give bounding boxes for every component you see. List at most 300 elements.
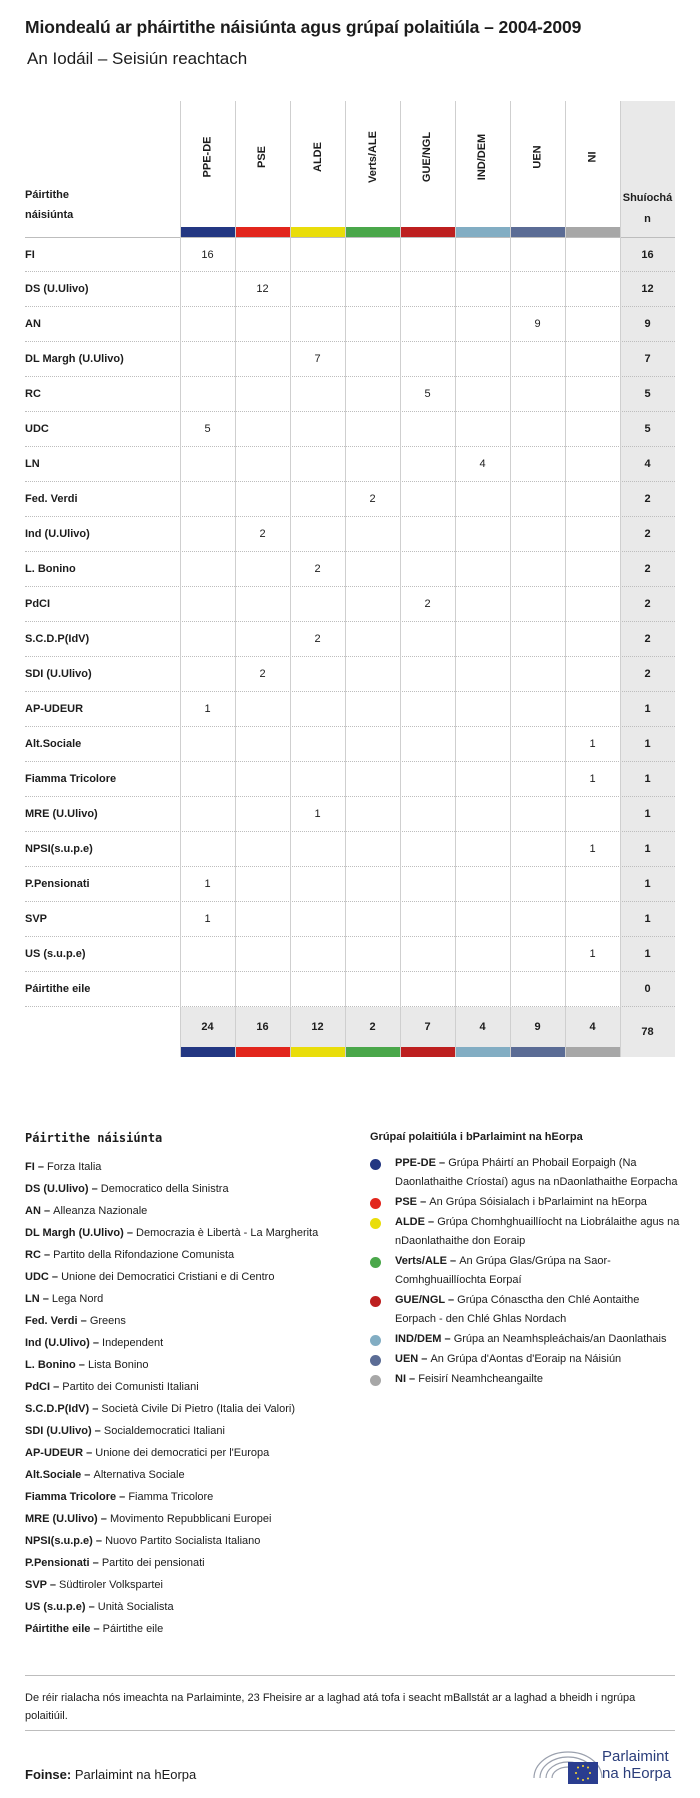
- party-full-name: Alleanza Nazionale: [53, 1205, 148, 1217]
- seat-cell: [345, 342, 400, 377]
- seat-cell: [455, 762, 510, 797]
- seat-cell: [290, 587, 345, 622]
- seat-cell: [510, 832, 565, 867]
- party-legend-item: [25, 1354, 365, 1376]
- legend-separator: –: [50, 1381, 63, 1393]
- seat-cell: [290, 307, 345, 342]
- party-full-name: Forza Italia: [47, 1161, 102, 1173]
- seat-cell: 1: [589, 948, 596, 960]
- seat-cell: [510, 377, 565, 412]
- seat-cell: [400, 517, 455, 552]
- party-name: DL Margh (U.Ulivo): [25, 353, 124, 365]
- seat-cell: [180, 272, 235, 307]
- seat-cell: 1: [589, 773, 596, 785]
- seat-cell: 5: [204, 423, 211, 435]
- party-legend-item: [25, 1200, 365, 1222]
- table-row: [25, 482, 675, 517]
- group-description: Grúpa an Neamhspleáchais/an Daonlathais: [453, 1333, 667, 1345]
- seat-cell: [345, 238, 400, 273]
- legend-separator: –: [39, 1293, 52, 1305]
- seat-cell: [400, 692, 455, 727]
- seat-cell: [235, 762, 290, 797]
- row-total: 1: [644, 738, 651, 750]
- seat-cell: [400, 937, 455, 972]
- seat-cell: [235, 377, 290, 412]
- group-color-bar: [510, 1047, 565, 1057]
- seat-cell: [290, 692, 345, 727]
- column-divider: [345, 101, 346, 1057]
- group-description: An Grúpa Glas/Grúpa na Saor-Comhghuaillíochta Eorpaí: [395, 1255, 611, 1286]
- seat-cell: [345, 377, 400, 412]
- group-abbr: NI: [395, 1373, 406, 1385]
- column-divider: [290, 101, 291, 1057]
- group-legend-item: [370, 1330, 680, 1349]
- seat-cell: [400, 832, 455, 867]
- party-full-name: Unità Socialista: [97, 1601, 174, 1613]
- seat-cell: [345, 412, 400, 447]
- legend-separator: –: [446, 1255, 460, 1267]
- group-legend-item: [370, 1213, 680, 1251]
- seat-cell: [510, 447, 565, 482]
- table-row: [25, 867, 675, 902]
- seat-cell: [290, 902, 345, 937]
- party-full-name: Unione dei Democratici Cristiani e di Centro: [61, 1271, 275, 1283]
- group-color-bar: [565, 1047, 620, 1057]
- party-name: DS (U.Ulivo): [25, 283, 89, 295]
- table-row: [25, 587, 675, 622]
- group-color-dot-icon: [370, 1335, 381, 1346]
- group-color-bar: [180, 1047, 235, 1057]
- party-legend-item: [25, 1178, 365, 1200]
- seat-cell: [235, 447, 290, 482]
- party-full-name: Democrazia è Libertà - La Margherita: [136, 1227, 319, 1239]
- table-row: [25, 762, 675, 797]
- column-divider: [400, 101, 401, 1057]
- row-total: 1: [644, 843, 651, 855]
- groups-legend-list: [370, 1154, 680, 1389]
- group-color-bar: [455, 227, 510, 237]
- seat-cell: [235, 238, 290, 273]
- legend-separator: –: [89, 1337, 103, 1349]
- group-abbr: GUE/NGL: [395, 1294, 445, 1306]
- group-header: [510, 109, 565, 205]
- seat-cell: [400, 238, 455, 273]
- party-abbr: US (s.u.p.e): [25, 1601, 86, 1613]
- seat-cell: [455, 412, 510, 447]
- seat-cell: [565, 902, 620, 937]
- group-legend-item: [370, 1291, 680, 1329]
- seat-cell: [455, 342, 510, 377]
- group-color-dot-icon: [370, 1218, 381, 1229]
- group-description: An Grúpa Sóisialach i bParlaimint na hEorpa: [429, 1196, 647, 1208]
- seat-cell: [345, 657, 400, 692]
- legend-separator: –: [406, 1373, 419, 1385]
- party-legend-item: [25, 1376, 365, 1398]
- seat-cell: [455, 902, 510, 937]
- seat-cell: [180, 552, 235, 587]
- legend-separator: –: [48, 1271, 62, 1283]
- divider: [25, 1730, 675, 1731]
- legend-separator: –: [89, 1403, 102, 1415]
- legend-separator: –: [40, 1205, 54, 1217]
- group-total: 24: [180, 1007, 235, 1047]
- legend-separator: –: [441, 1333, 454, 1345]
- row-total: 2: [644, 633, 651, 645]
- seat-cell: [510, 727, 565, 762]
- table-row: [25, 342, 675, 377]
- seat-cell: [455, 797, 510, 832]
- seat-cell: [400, 972, 455, 1007]
- party-name: Alt.Sociale: [25, 738, 82, 750]
- seat-cell: [290, 377, 345, 412]
- seat-cell: [180, 762, 235, 797]
- party-abbr: RC: [25, 1249, 41, 1261]
- table-row: [25, 447, 675, 482]
- seat-cell: [180, 797, 235, 832]
- seat-cell: [345, 832, 400, 867]
- party-full-name: Democratico della Sinistra: [100, 1183, 229, 1195]
- group-color-bar: [400, 1047, 455, 1057]
- seat-cell: 16: [201, 249, 214, 261]
- seat-cell: 2: [424, 598, 431, 610]
- group-color-dot-icon: [370, 1355, 381, 1366]
- table-row: [25, 237, 675, 272]
- parties-legend: [25, 1131, 365, 1640]
- group-total: 4: [565, 1007, 620, 1047]
- seat-cell: [345, 587, 400, 622]
- seat-cell: [235, 307, 290, 342]
- row-total: 16: [641, 249, 654, 261]
- seat-cell: [180, 482, 235, 517]
- seats-table: [25, 101, 675, 1057]
- column-divider: [510, 101, 511, 1057]
- seat-cell: 9: [534, 318, 541, 330]
- page-subtitle: An Iodáil – Seisiún reachtach: [27, 49, 248, 68]
- group-color-dot-icon: [370, 1296, 381, 1307]
- table-row: [25, 377, 675, 412]
- seat-cell: [345, 272, 400, 307]
- seat-cell: [400, 552, 455, 587]
- party-abbr: Ind (U.Ulivo): [25, 1337, 90, 1349]
- party-abbr: PdCI: [25, 1381, 51, 1393]
- party-full-name: Südtiroler Volkspartei: [59, 1579, 163, 1591]
- seat-cell: [290, 762, 345, 797]
- seat-cell: [180, 622, 235, 657]
- party-name: Páirtithe eile: [25, 983, 91, 995]
- party-full-name: Páirtithe eile: [102, 1623, 164, 1635]
- totals-row: [25, 1007, 675, 1057]
- party-legend-item: [25, 1398, 365, 1420]
- group-header-label: GUE/NGL: [421, 131, 434, 183]
- ep-logo-text: [602, 1748, 671, 1782]
- table-row: [25, 272, 675, 307]
- seat-cell: [565, 797, 620, 832]
- party-full-name: Società Civile Di Pietro (Italia dei Valori): [101, 1403, 295, 1415]
- row-total: 2: [644, 528, 651, 540]
- row-total: 9: [644, 318, 651, 330]
- group-abbr: ALDE: [395, 1216, 425, 1228]
- seat-cell: [235, 867, 290, 902]
- group-color-bar: [235, 227, 290, 237]
- group-description: An Grúpa d'Aontas d'Eoraip na Náisiún: [430, 1353, 622, 1365]
- seat-cell: [180, 937, 235, 972]
- seat-cell: [510, 902, 565, 937]
- seat-cell: 7: [314, 353, 321, 365]
- table-row: [25, 622, 675, 657]
- row-total: 5: [644, 423, 651, 435]
- seat-cell: [510, 272, 565, 307]
- party-legend-item: [25, 1244, 365, 1266]
- group-header-label: PSE: [256, 145, 269, 169]
- seat-cell: [400, 867, 455, 902]
- group-header: [235, 109, 290, 205]
- legend-separator: –: [83, 1447, 96, 1459]
- party-legend-item: [25, 1530, 365, 1552]
- seat-cell: 1: [204, 913, 211, 925]
- group-total: 9: [510, 1007, 565, 1047]
- column-divider: [180, 101, 181, 1057]
- legend-separator: –: [88, 1183, 101, 1195]
- seat-cell: [180, 727, 235, 762]
- legend-separator: –: [116, 1491, 129, 1503]
- row-header-label: [25, 185, 73, 225]
- group-header: [565, 109, 620, 205]
- group-header: [400, 109, 455, 205]
- party-abbr: DL Margh (U.Ulivo): [25, 1227, 124, 1239]
- party-legend-item: [25, 1156, 365, 1178]
- party-full-name: Lega Nord: [51, 1293, 104, 1305]
- seat-cell: [345, 622, 400, 657]
- party-full-name: Nuovo Partito Socialista Italiano: [105, 1535, 261, 1547]
- party-abbr: AP-UDEUR: [25, 1447, 84, 1459]
- party-full-name: Lista Bonino: [87, 1359, 149, 1371]
- legend-separator: –: [91, 1425, 104, 1437]
- row-total: 2: [644, 668, 651, 680]
- seat-cell: [510, 937, 565, 972]
- seat-cell: [400, 447, 455, 482]
- seat-cell: [345, 692, 400, 727]
- party-abbr: MRE (U.Ulivo): [25, 1513, 98, 1525]
- table-header: [25, 101, 675, 237]
- seat-cell: [290, 867, 345, 902]
- table-row: [25, 307, 675, 342]
- seat-cell: [455, 482, 510, 517]
- seat-cell: [565, 692, 620, 727]
- seat-cell: [565, 517, 620, 552]
- legend-separator: –: [81, 1469, 94, 1481]
- group-description: Grúpa Pháirtí an Phobail Eorpaigh (Na Daonlathaithe Críostaí) agus na nDaonlathaithe Eorpacha: [395, 1157, 678, 1188]
- legend-separator: –: [97, 1513, 110, 1525]
- seat-cell: 2: [314, 633, 321, 645]
- group-legend-item: [370, 1154, 680, 1192]
- seat-cell: [290, 937, 345, 972]
- seat-cell: 1: [204, 878, 211, 890]
- column-divider: [620, 101, 621, 1057]
- party-name: SDI (U.Ulivo): [25, 668, 92, 680]
- group-color-bar: [345, 1047, 400, 1057]
- seat-cell: [400, 657, 455, 692]
- group-header-label: UEN: [531, 145, 544, 169]
- parties-legend-list: [25, 1156, 365, 1640]
- party-name: US (s.u.p.e): [25, 948, 86, 960]
- seat-cell: [235, 412, 290, 447]
- seat-cell: 1: [314, 808, 321, 820]
- seat-cell: [565, 587, 620, 622]
- group-header-label: PPE-DE: [201, 136, 214, 178]
- group-color-bar: [345, 227, 400, 237]
- seat-cell: [455, 377, 510, 412]
- row-total: 1: [644, 703, 651, 715]
- seat-cell: [565, 272, 620, 307]
- seat-cell: [235, 342, 290, 377]
- legend-separator: –: [444, 1294, 458, 1306]
- party-name: NPSI(s.u.p.e): [25, 843, 93, 855]
- party-full-name: Partito della Rifondazione Comunista: [53, 1249, 235, 1261]
- legend-separator: –: [435, 1157, 449, 1169]
- seat-cell: 1: [589, 738, 596, 750]
- party-legend-item: [25, 1574, 365, 1596]
- party-full-name: Partito dei Comunisti Italiani: [62, 1381, 199, 1393]
- group-abbr: PSE: [395, 1196, 418, 1208]
- group-legend-item: [370, 1350, 680, 1369]
- row-total: 0: [644, 983, 651, 995]
- seat-cell: [345, 307, 400, 342]
- row-total: 1: [644, 773, 651, 785]
- party-name: L. Bonino: [25, 563, 76, 575]
- seat-cell: [235, 727, 290, 762]
- seat-cell: [455, 832, 510, 867]
- group-color-bar: [180, 227, 235, 237]
- seat-cell: [400, 272, 455, 307]
- seat-cell: [345, 867, 400, 902]
- seat-cell: [510, 238, 565, 273]
- party-legend-item: [25, 1266, 365, 1288]
- group-color-bar: [455, 1047, 510, 1057]
- seat-cell: [510, 517, 565, 552]
- table-row: [25, 552, 675, 587]
- row-header-line2: náisiúnta: [25, 209, 74, 221]
- seat-cell: [345, 447, 400, 482]
- party-full-name: Unione dei democratici per l'Europa: [95, 1447, 270, 1459]
- seat-cell: [455, 272, 510, 307]
- group-header-label: IND/DEM: [476, 133, 489, 181]
- party-abbr: AN: [25, 1205, 41, 1217]
- row-total: 1: [644, 948, 651, 960]
- seat-cell: [400, 797, 455, 832]
- seat-cell: [290, 517, 345, 552]
- legend-separator: –: [46, 1579, 60, 1591]
- row-header-line1: Páirtithe: [25, 189, 70, 201]
- footnote: De réir rialacha nós imeachta na Parlaiminte, 23 Fheisire ar a laghad atá tofa i seacht mBallstát ar a laghad a bheidh i ngrúpa polaitiúil.: [25, 1692, 636, 1722]
- seat-cell: [565, 377, 620, 412]
- seat-cell: [235, 622, 290, 657]
- seat-cell: [455, 307, 510, 342]
- party-legend-item: [25, 1508, 365, 1530]
- seat-cell: [235, 482, 290, 517]
- party-name: RC: [25, 388, 41, 400]
- seat-cell: 4: [479, 458, 486, 470]
- seat-cell: [565, 238, 620, 273]
- seat-cell: [400, 342, 455, 377]
- party-legend-item: [25, 1222, 365, 1244]
- party-name: PdCI: [25, 598, 51, 610]
- party-abbr: P.Pensionati: [25, 1557, 90, 1569]
- group-legend-item: [370, 1193, 680, 1212]
- seat-cell: [400, 622, 455, 657]
- party-name: Fiamma Tricolore: [25, 773, 117, 785]
- group-legend-item: [370, 1252, 680, 1290]
- group-abbr: Verts/ALE: [395, 1255, 447, 1267]
- seat-cell: [345, 762, 400, 797]
- seat-cell: [400, 412, 455, 447]
- party-name: AP-UDEUR: [25, 703, 84, 715]
- seat-cell: [400, 902, 455, 937]
- party-legend-item: [25, 1310, 365, 1332]
- row-total: 2: [644, 598, 651, 610]
- legend-separator: –: [90, 1623, 103, 1635]
- row-total: 1: [644, 878, 651, 890]
- seat-cell: [180, 832, 235, 867]
- seat-cell: [290, 727, 345, 762]
- party-legend-item: [25, 1618, 365, 1640]
- seat-cell: [345, 797, 400, 832]
- party-abbr: Alt.Sociale: [25, 1469, 82, 1481]
- seat-cell: [235, 937, 290, 972]
- seat-cell: [235, 902, 290, 937]
- legend-separator: –: [34, 1161, 48, 1173]
- party-name: Fed. Verdi: [25, 493, 78, 505]
- party-name: MRE (U.Ulivo): [25, 808, 98, 820]
- seats-grid: [25, 101, 675, 1057]
- seat-cell: [235, 832, 290, 867]
- seat-cell: [400, 762, 455, 797]
- seat-cell: [345, 517, 400, 552]
- total-header-line: n: [644, 213, 651, 225]
- seat-cell: [565, 447, 620, 482]
- group-color-dot-icon: [370, 1159, 381, 1170]
- group-color-dot-icon: [370, 1198, 381, 1209]
- party-full-name: Movimento Repubblicani Europei: [109, 1513, 272, 1525]
- seat-cell: [180, 377, 235, 412]
- seat-cell: [510, 342, 565, 377]
- seat-cell: [565, 552, 620, 587]
- groups-legend-title: Grúpaí polaitiúla i bParlaimint na hEorpa: [370, 1131, 583, 1143]
- seat-cell: [510, 797, 565, 832]
- group-color-bar: [290, 227, 345, 237]
- seat-cell: [290, 412, 345, 447]
- party-abbr: DS (U.Ulivo): [25, 1183, 89, 1195]
- seat-cell: [290, 272, 345, 307]
- table-row: [25, 657, 675, 692]
- group-header-label: ALDE: [311, 142, 324, 172]
- table-row: [25, 972, 675, 1007]
- seat-cell: [235, 972, 290, 1007]
- seat-cell: [455, 867, 510, 902]
- seat-cell: [510, 412, 565, 447]
- row-total: 12: [641, 283, 654, 295]
- party-name: S.C.D.P(IdV): [25, 633, 90, 645]
- group-description: Grúpa Cónasctha den Chlé Aontaithe Eorpach - den Chlé Ghlas Nordach: [395, 1294, 640, 1325]
- table-row: [25, 937, 675, 972]
- group-legend-item: [370, 1370, 680, 1389]
- table-row: [25, 797, 675, 832]
- legend-separator: –: [77, 1315, 90, 1327]
- divider: [25, 1675, 675, 1676]
- party-full-name: Fiamma Tricolore: [128, 1491, 214, 1503]
- seat-cell: [235, 552, 290, 587]
- seat-cell: [180, 307, 235, 342]
- party-name: SVP: [25, 913, 48, 925]
